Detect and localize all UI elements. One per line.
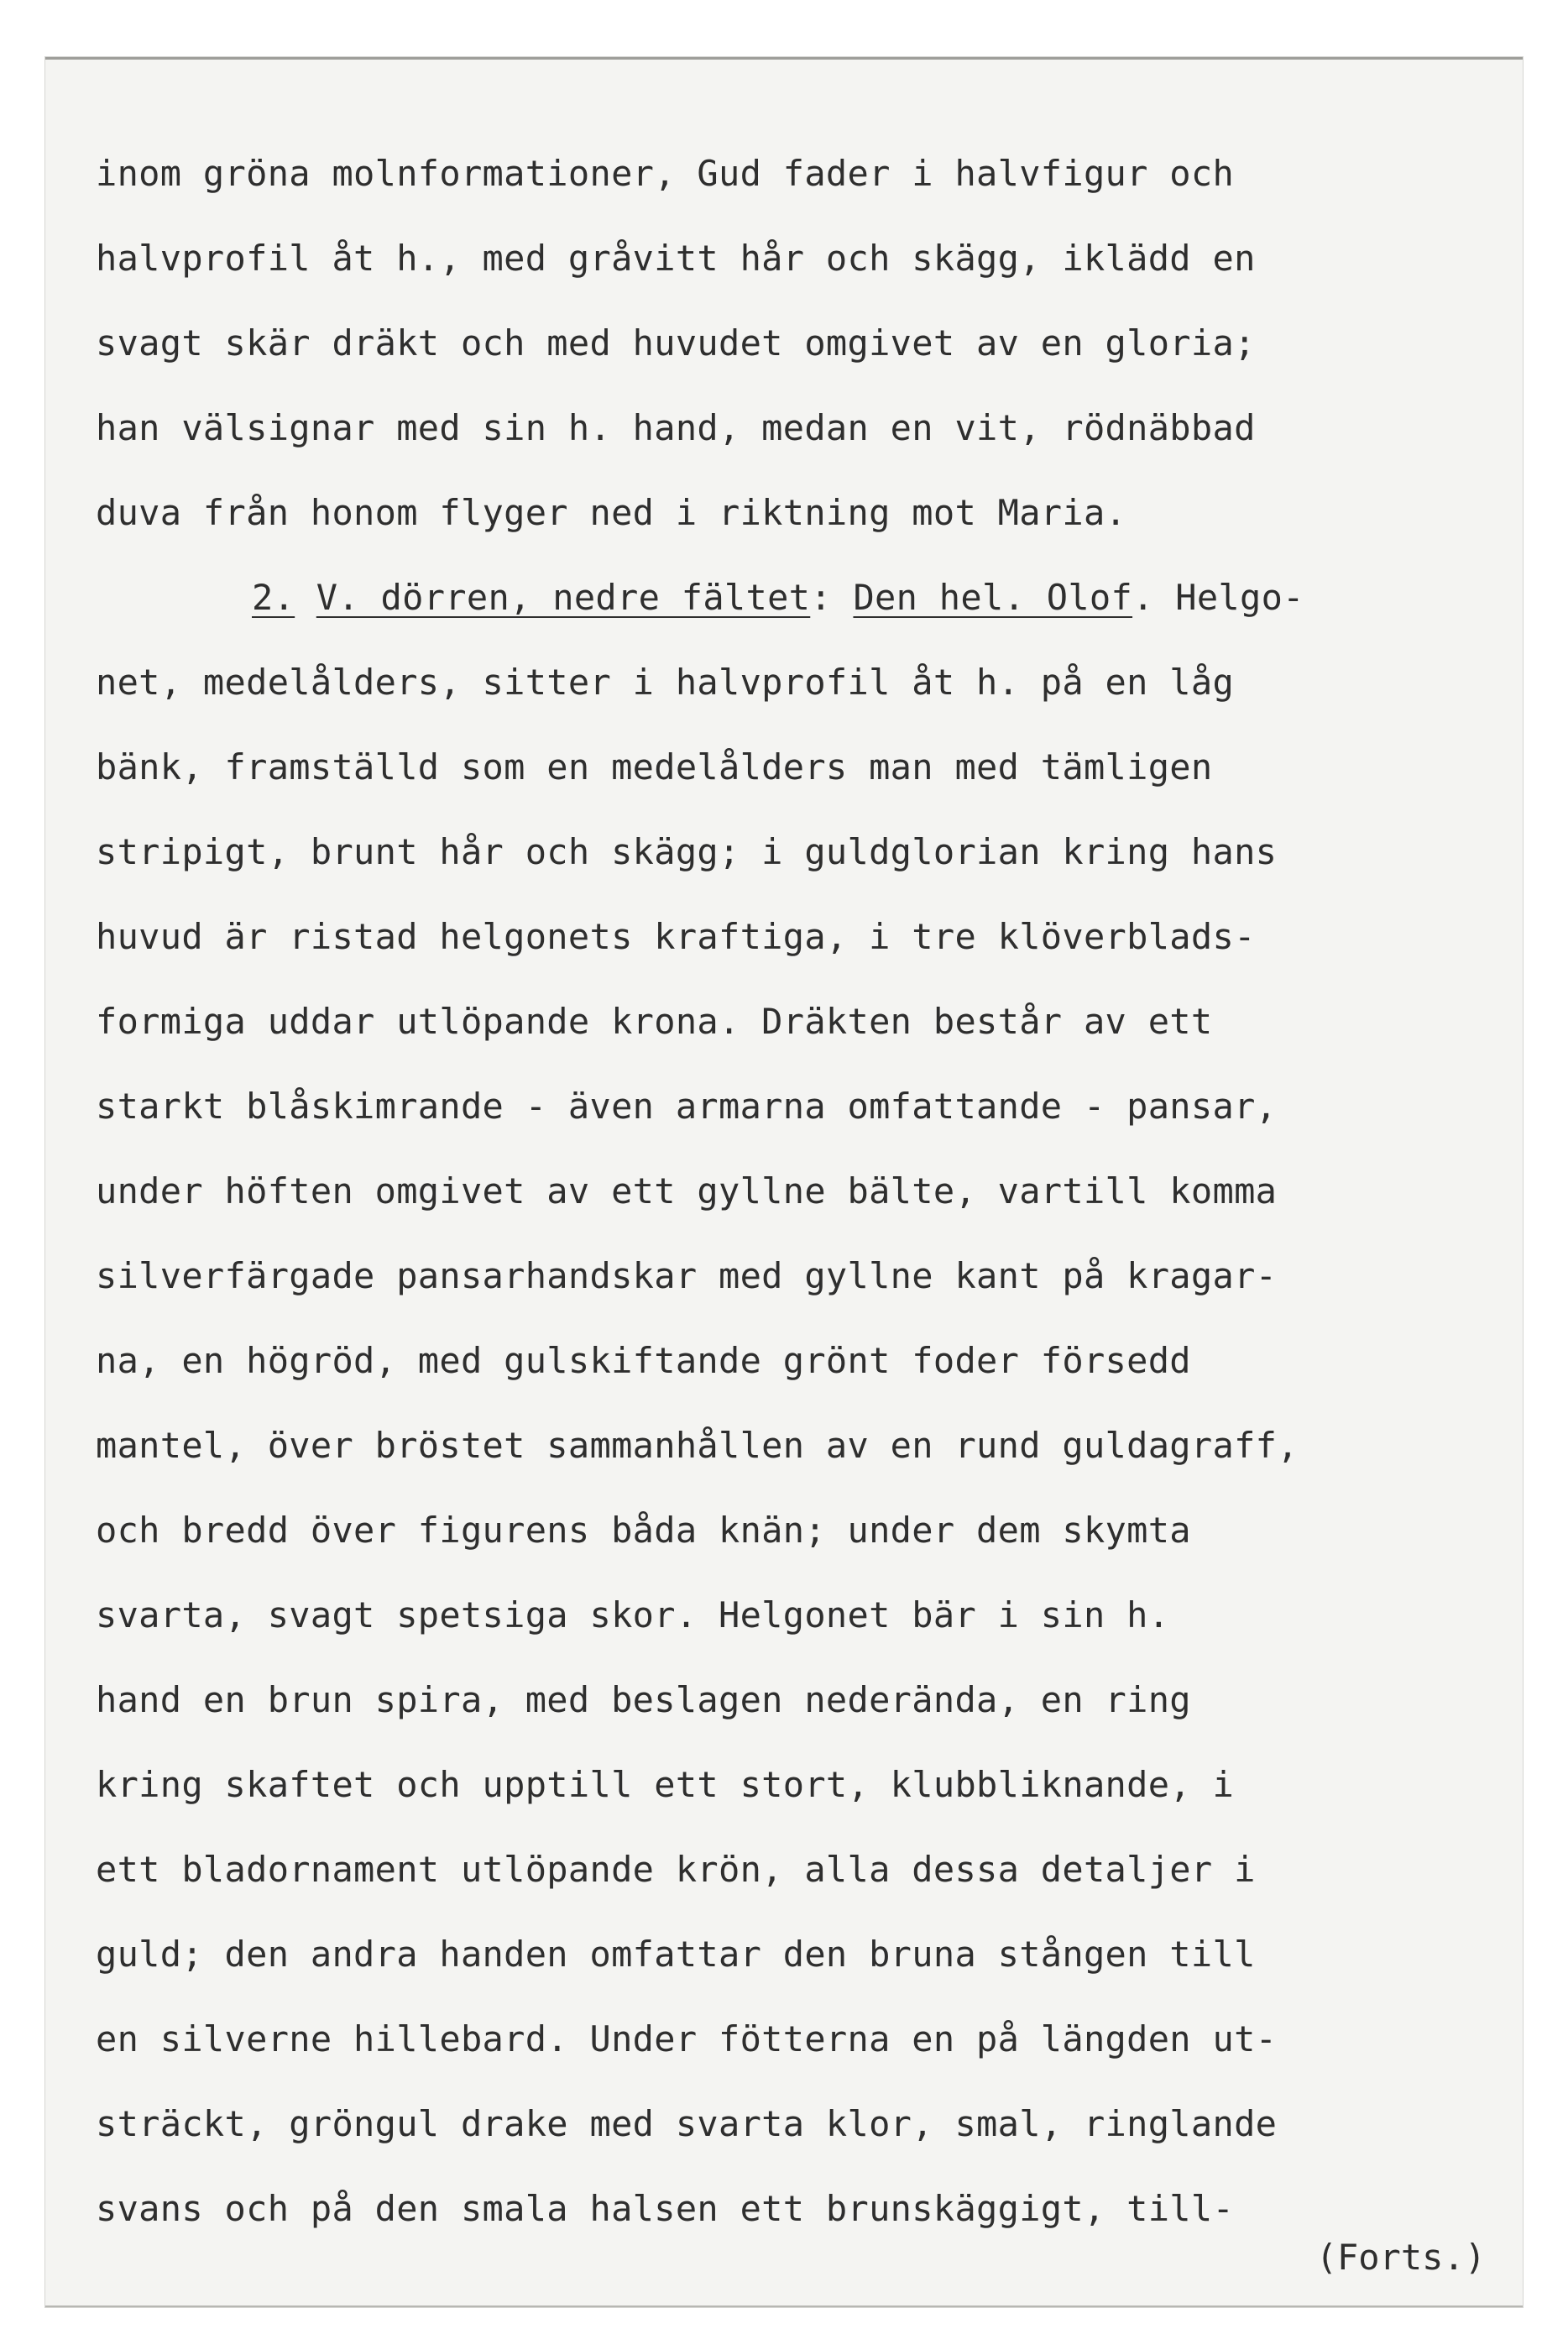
text-line: svans och på den smala halsen ett brunskäggigt, till- xyxy=(96,2188,1235,2229)
section-colon: : xyxy=(810,577,832,618)
continued-note: (Forts.) xyxy=(1315,2237,1486,2278)
text-line: halvprofil åt h., med gråvitt hår och skägg, iklädd en xyxy=(96,238,1256,279)
section-heading-line xyxy=(96,555,1506,640)
text-line: huvud är ristad helgonets kraftiga, i tre klöverblads- xyxy=(96,916,1256,957)
text-line: silverfärgade pansarhandskar med gyllne kant på kragar- xyxy=(96,1255,1278,1296)
text-line: en silverne hillebard. Under fötterna en på längden ut- xyxy=(96,2018,1278,2059)
page-bottom-edge xyxy=(45,2305,1523,2307)
text-line: mantel, över bröstet sammanhållen av en rund guldagraff, xyxy=(96,1425,1299,1466)
document-page xyxy=(45,57,1523,2307)
text-line: ett bladornament utlöpande krön, alla dessa detaljer i xyxy=(96,1849,1256,1890)
text-line: han välsignar med sin h. hand, medan en vit, rödnäbbad xyxy=(96,407,1256,448)
section-title: Den hel. Olof xyxy=(853,577,1133,618)
text-line: na, en högröd, med gulskiftande grönt foder försedd xyxy=(96,1340,1191,1381)
text-line: inom gröna molnformationer, Gud fader i halvfigur och xyxy=(96,153,1235,194)
text-line: stripigt, brunt hår och skägg; i guldglorian kring hans xyxy=(96,831,1278,872)
text-line: sträckt, gröngul drake med svarta klor, smal, ringlande xyxy=(96,2103,1278,2144)
text-line: kring skaftet och upptill ett stort, klubbliknande, i xyxy=(96,1764,1235,1805)
text-line: hand en brun spira, med beslagen nederända, en ring xyxy=(96,1679,1191,1720)
text-line: duva från honom flyger ned i riktning mot Maria. xyxy=(96,492,1127,533)
text-line: svarta, svagt spetsiga skor. Helgonet bär i sin h. xyxy=(96,1594,1170,1636)
text-line: net, medelålders, sitter i halvprofil åt h. på en låg xyxy=(96,662,1235,703)
text-line: svagt skär dräkt och med huvudet omgivet av en gloria; xyxy=(96,322,1256,364)
page-top-edge xyxy=(45,57,1523,60)
text-line: formiga uddar utlöpande krona. Dräkten består av ett xyxy=(96,1001,1213,1042)
typewritten-text xyxy=(96,131,1506,2251)
text-line: guld; den andra handen omfattar den bruna stången till xyxy=(96,1934,1256,1975)
section-number: 2. xyxy=(252,577,295,618)
section-location: V. dörren, nedre fältet xyxy=(316,577,811,618)
text-line: bänk, framställd som en medelålders man med tämligen xyxy=(96,746,1213,788)
text-line: och bredd över figurens båda knän; under dem skymta xyxy=(96,1510,1191,1551)
text-line: starkt blåskimrande - även armarna omfattande - pansar, xyxy=(96,1086,1278,1127)
text-line: under höften omgivet av ett gyllne bälte, vartill komma xyxy=(96,1170,1278,1212)
section-heading-rest: . Helgo- xyxy=(1132,577,1304,618)
